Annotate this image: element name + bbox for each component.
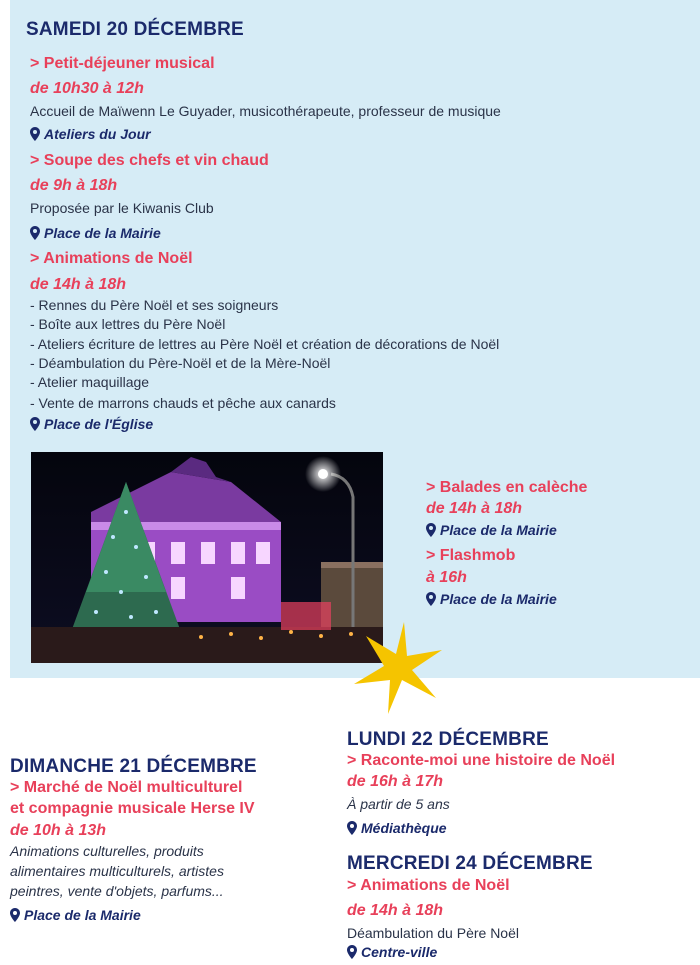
event-title: > Animations de Noël [30, 250, 193, 267]
event-time: de 10h30 à 12h [30, 80, 144, 97]
event-time: de 14h à 18h [426, 500, 523, 517]
map-pin-icon [30, 127, 40, 141]
day-title-monday: LUNDI 22 DÉCEMBRE [347, 729, 549, 750]
event-title: > Animations de Noël [347, 877, 510, 894]
event-title: > Raconte-moi une histoire de Noël [347, 752, 616, 769]
event-location [347, 944, 437, 960]
location-label: Place de la Mairie [440, 522, 557, 538]
event-location [30, 225, 161, 241]
map-pin-icon [30, 226, 40, 240]
event-description: À partir de 5 ans [347, 796, 450, 812]
location-label: Place de la Mairie [24, 907, 141, 923]
list-item: - Boîte aux lettres du Père Noël [30, 316, 226, 332]
location-label: Place de la Mairie [44, 225, 161, 241]
event-location [10, 907, 141, 923]
event-location [30, 126, 151, 142]
event-description: alimentaires multiculturels, artistes [10, 863, 224, 879]
event-description: Proposée par le Kiwanis Club [30, 200, 214, 216]
location-label: Place de l'Église [44, 416, 154, 432]
event-location [426, 522, 557, 538]
list-item: - Vente de marrons chauds et pêche aux canards [30, 395, 336, 411]
location-label: Ateliers du Jour [44, 126, 151, 142]
event-time: de 14h à 18h [30, 276, 127, 293]
event-title: > Soupe des chefs et vin chaud [30, 152, 269, 169]
event-title: > Flashmob [426, 547, 516, 564]
event-title-continued: et compagnie musicale Herse IV [10, 800, 255, 817]
event-title: > Marché de Noël multiculturel [10, 779, 243, 796]
event-description: peintres, vente d'objets, parfums... [10, 883, 224, 899]
event-title: > Balades en calèche [426, 479, 588, 496]
event-time: de 14h à 18h [347, 902, 444, 919]
map-pin-icon [426, 523, 436, 537]
map-pin-icon [426, 592, 436, 606]
event-location [347, 820, 447, 836]
event-description: Accueil de Maïwenn Le Guyader, musicothérapeute, professeur de musique [30, 103, 501, 119]
star-icon [352, 622, 444, 714]
town-hall-night-photo [31, 452, 383, 663]
event-time: de 9h à 18h [30, 177, 118, 194]
map-pin-icon [347, 945, 357, 959]
list-item: - Atelier maquillage [30, 374, 150, 390]
list-item: - Ateliers écriture de lettres au Père Noël et création de décorations de Noël [30, 336, 500, 352]
location-label: Médiathèque [361, 820, 447, 836]
day-title-wednesday: MERCREDI 24 DÉCEMBRE [347, 853, 593, 874]
map-pin-icon [10, 908, 20, 922]
event-time: de 16h à 17h [347, 773, 444, 790]
map-pin-icon [347, 821, 357, 835]
location-label: Place de la Mairie [440, 591, 557, 607]
day-title-sunday: DIMANCHE 21 DÉCEMBRE [10, 756, 257, 777]
event-description: Déambulation du Père Noël [347, 925, 519, 941]
event-location [30, 416, 153, 432]
event-title: > Petit-déjeuner musical [30, 55, 215, 72]
event-location [426, 591, 557, 607]
day-title-saturday: SAMEDI 20 DÉCEMBRE [26, 19, 244, 40]
event-description: Animations culturelles, produits [10, 843, 204, 859]
location-label: Centre-ville [361, 944, 438, 960]
event-time: à 16h [426, 569, 467, 586]
event-time: de 10h à 13h [10, 822, 107, 839]
list-item: - Rennes du Père Noël et ses soigneurs [30, 297, 279, 313]
map-pin-icon [30, 417, 40, 431]
list-item: - Déambulation du Père-Noël et de la Mère-Noël [30, 355, 331, 371]
